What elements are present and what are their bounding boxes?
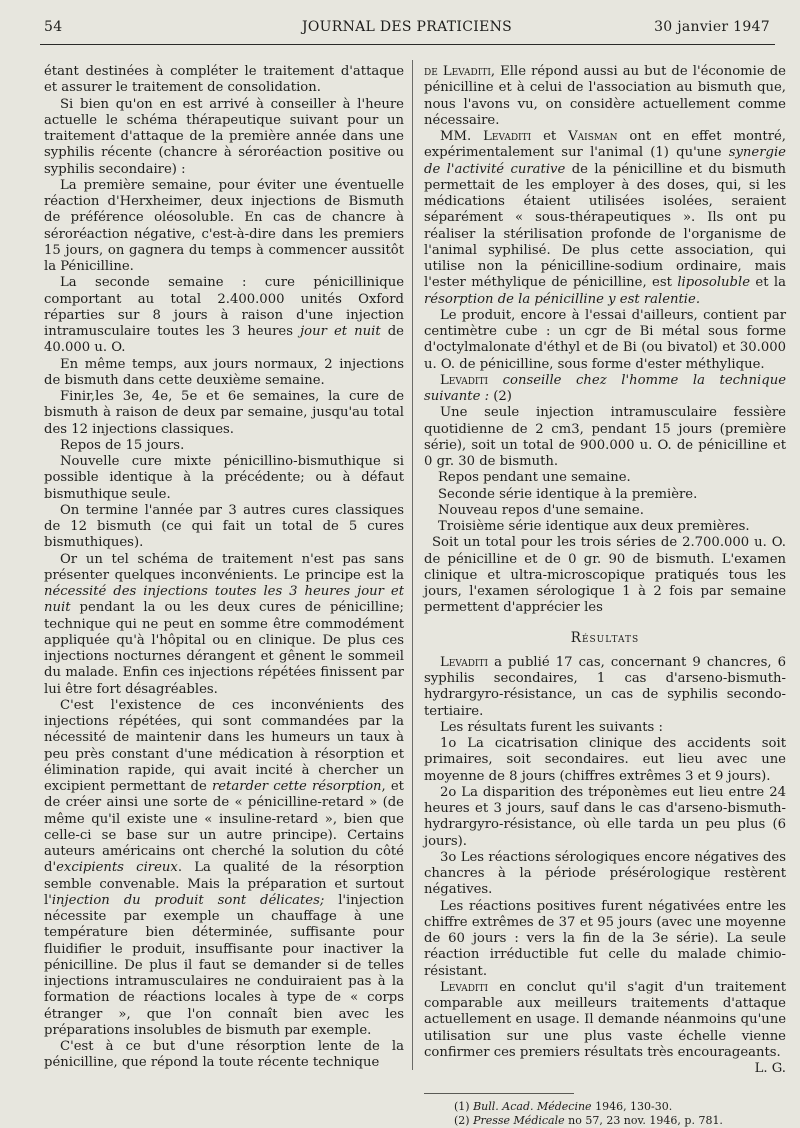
paragraph: étant destinées à compléter le traitement d'attaque et assurer le traitement de consolidation. [44, 64, 404, 96]
paragraph: Les résultats furent les suivants : [440, 719, 663, 735]
paragraph: 2o La disparition des tréponèmes eut lieu entre 24 heures et 3 jours, sauf dans le cas d'arseno-bismuth-hydrargyro-résistance, où elle tarda un peu plus (6 jours). [424, 784, 786, 849]
paragraph: On termine l'année par 3 autres cures classiques de 12 bismuth (ce qui fait un total de 5 cures bismuthiques). [44, 502, 404, 551]
right-column [424, 64, 786, 1128]
paragraph: Or un tel schéma de traitement n'est pas sans présenter quelques inconvénients. Le principe est la nécessité des injections toutes les 3 heures jour et nuit pendant la ou les deux cures de pénicilline; technique qui ne peut en somme être commodément appliquée qu'à l'hôpital ou en clinique. De plus ces injections nocturnes dérangent et gênent le sommeil du malade. Enfin ces injections répétées finissent par lui être fort désagréables. [44, 551, 404, 697]
protocol-step: Repos pendant une semaine. [438, 470, 631, 486]
author-signature: L. G. [754, 1061, 786, 1076]
paragraph: C'est à ce but d'une résorption lente de la pénicilline, que répond la toute récente technique [44, 1039, 404, 1071]
page-header [44, 17, 770, 41]
journal-title: JOURNAL DES PRATICIENS [301, 19, 513, 35]
paragraph: de Levaditi, Elle répond aussi au but de l'économie de pénicilline et à celui de l'association au bismuth que, nous l'avons vu, on considère actuellement comme nécessaire. [424, 64, 786, 128]
footnote-separator [424, 1093, 574, 1094]
footnote: (1) Bull. Acad. Médecine 1946, 130-30. [454, 1100, 673, 1114]
paragraph: Soit un total pour les trois séries de 2.700.000 u. O. de pénicilline et de 0 gr. 90 de bismuth. L'examen clinique et ultra-microscopique pratiqués tous les jours, l'examen sérologique 1 à 2 fois par semaine permettent d'apprécier les [424, 535, 786, 616]
section-title: Résultats [570, 629, 640, 646]
issue-date: 30 janvier 1947 [654, 19, 770, 35]
protocol-step: Nouveau repos d'une semaine. [438, 502, 644, 518]
page-number: 54 [44, 19, 63, 35]
paragraph: Les réactions positives furent négativées entre les chiffre extrêmes de 37 et 95 jours (avec une moyenne de 60 jours : vers la fin de la 3e série). La seule réaction irréductible fut celle du malade chimio-résistant. [424, 898, 786, 979]
paragraph: 3o Les réactions sérologiques encore négatives des chancres à la période présérologique restèrent négatives. [424, 849, 786, 898]
paragraph: Levaditi conseille chez l'homme la technique suivante : (2) [424, 372, 786, 404]
paragraph: Levaditi en conclut qu'il s'agit d'un traitement comparable aux meilleurs traitements d'attaque actuellement en usage. Il demande néanmoins qu'une utilisation sur une plus vaste échelle vienne confirmer ces premiers résultats très encourageants. [424, 979, 786, 1060]
paragraph: Repos de 15 jours. [60, 437, 185, 453]
paragraph: Si bien qu'on en est arrivé à conseiller à l'heure actuelle le schéma thérapeutique suivant pour un traitement d'attaque de la première année dans une syphilis récente (chancre à séroréaction positive ou syphilis secondaire) : [44, 96, 404, 177]
paragraph: MM. Levaditi et Vaisman ont en effet montré, expérimentalement sur l'animal (1) qu'une synergie de l'activité curative de la pénicilline et du bismuth permettait de les employer à des doses, qui, si les médications étaient utilisées isolées, seraient séparément « sous-thérapeutiques ». Ils ont pu réaliser la stérilisation profonde de l'organisme de l'animal syphilisé. De plus cette association, qui utilise non la pénicilline-sodium ordinaire, mais l'ester méthylique de pénicilline, est liposoluble et la résorption de la pénicilline y est ralentie. [424, 129, 786, 307]
paragraph: 1o La cicatrisation clinique des accidents soit primaires, soit secondaires. eut lieu avec une moyenne de 8 jours (chiffres extrêmes 3 et 9 jours). [424, 736, 786, 784]
paragraph: En même temps, aux jours normaux, 2 injections de bismuth dans cette deuxième semaine. [44, 356, 404, 388]
paragraph: Levaditi a publié 17 cas, concernant 9 chancres, 6 syphilis secondaires, 1 cas d'arseno-bismuth-hydrargyro-résistance, un cas de syphilis secondo-tertiaire. [424, 654, 786, 719]
footnote: (2) Presse Médicale no 57, 23 nov. 1946, p. 781. [454, 1114, 723, 1128]
protocol-step: Troisième série identique aux deux premières. [438, 519, 750, 534]
paragraph: Une seule injection intramusculaire fessière quotidienne de 2 cm3, pendant 15 jours (première série), soit un total de 900.000 u. O. de pénicilline et 0 gr. 30 de bismuth. [424, 405, 786, 469]
paragraph: La seconde semaine : cure pénicillinique comportant au total 2.400.000 unités Oxford réparties sur 8 jours à raison d'une injection intramusculaire toutes les 3 heures jour et nuit de 40.000 u. O. [44, 275, 404, 356]
paragraph: La première semaine, pour éviter une éventuelle réaction d'Herxheimer, deux injections de Bismuth de préférence oléosoluble. En cas de chancre à séroréaction négative, c'est-à-dire dans les premiers 15 jours, on gagnera du temps à commencer aussitôt la Pénicilline. [44, 177, 404, 274]
column-divider [412, 60, 413, 1070]
paragraph: Nouvelle cure mixte pénicillino-bismuthique si possible identique à la précédente; ou à défaut bismuthique seule. [44, 454, 404, 502]
paragraph: C'est l'existence de ces inconvénients des injections répétées, qui sont commandées par la nécessité de maintenir dans les humeurs un taux à peu près constant d'une médication à résorption et élimination rapide, qui avait incité à chercher un excipient permettant de retarder cette résorption, et de créer ainsi une sorte de « pénicilline-retard » (de même qu'il existe une « insuline-retard », bien que celle-ci se base sur un autre principe). Certains auteurs américains ont cherché la solution du côté d'excipients cireux. La qualité de la résorption semble convenable. Mais la préparation et surtout l'injection du produit sont délicates; l'injection nécessite par exemple un chauffage à une température bien déterminée, suffisante pour fluidifier le produit, insuffisante pour inactiver la pénicilline. De plus il faut se demander si de telles injections intramusculaires ne conduiraient pas à la formation de réactions locales à type de « corps étranger », que l'on connaît bien avec les préparations insolubles de bismuth par exemple. [44, 697, 404, 1038]
paragraph: Finir,les 3e, 4e, 5e et 6e semaines, la cure de bismuth à raison de deux par semaine, jusqu'au total des 12 injections classiques. [44, 389, 404, 437]
protocol-step: Seconde série identique à la première. [438, 486, 698, 502]
paragraph: Le produit, encore à l'essai d'ailleurs, contient par centimètre cube : un cgr de Bi métal sous forme d'octylmalonate d'éthyl et de Bi (ou bivatol) et 30.000 u. O. de pénicilline, sous forme d'ester méthylique. [424, 307, 786, 372]
left-column [44, 64, 404, 1072]
header-rule [40, 44, 775, 45]
